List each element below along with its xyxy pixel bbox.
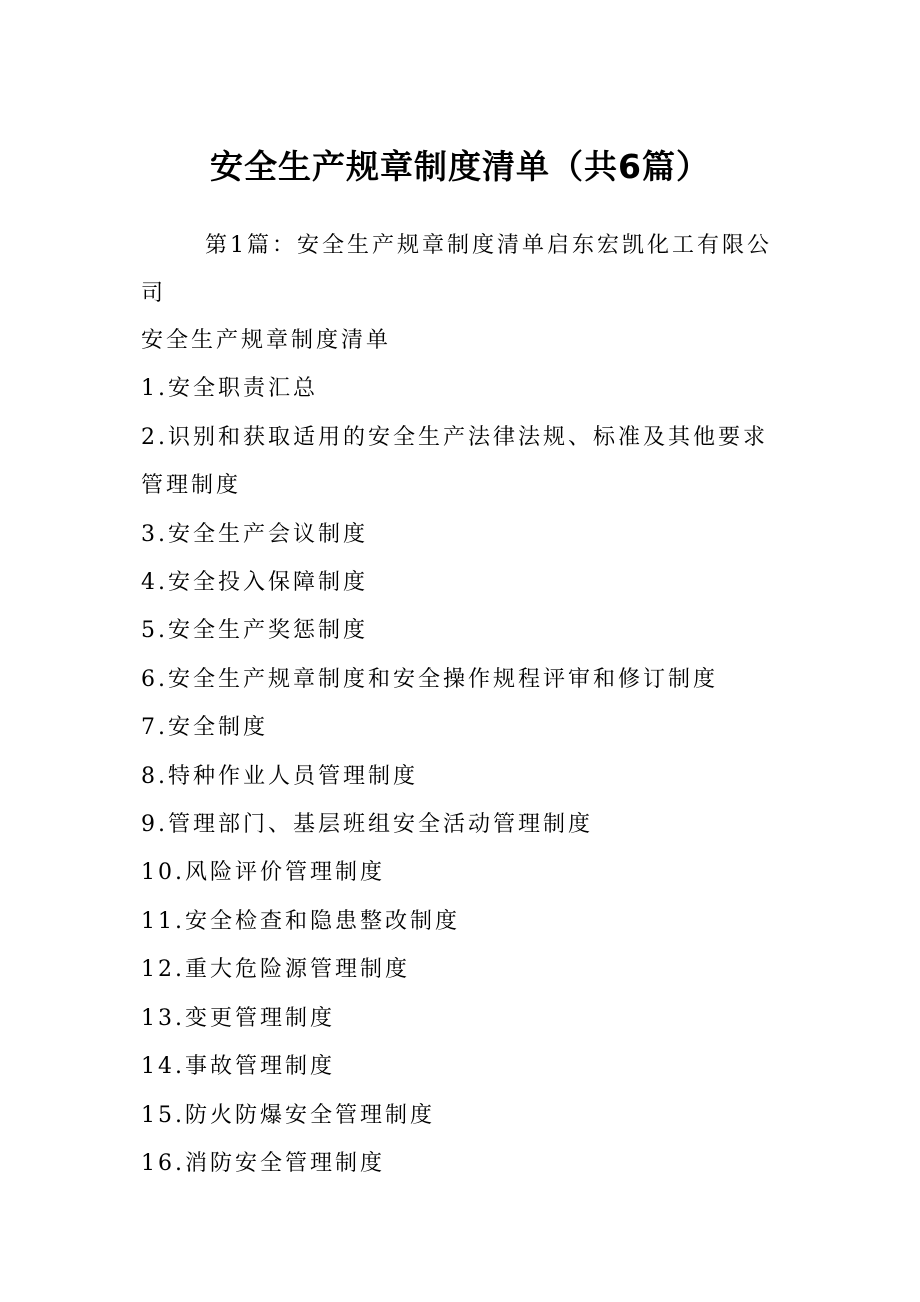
document-body bbox=[141, 317, 791, 1188]
list-item: 2.识别和获取适用的安全生产法律法规、标准及其他要求管理制度 bbox=[141, 424, 768, 499]
list-item: 11.安全检查和隐患整改制度 bbox=[141, 908, 460, 934]
document-title: 安全生产规章制度清单（共6篇） bbox=[210, 147, 710, 186]
list-item: 10.风险评价管理制度 bbox=[141, 860, 385, 886]
list-item: 14.事故管理制度 bbox=[141, 1054, 335, 1080]
list-item: 1.安全职责汇总 bbox=[141, 376, 318, 402]
list-item: 12.重大危险源管理制度 bbox=[141, 957, 410, 983]
list-item: 3.安全生产会议制度 bbox=[141, 521, 368, 547]
list-item: 4.安全投入保障制度 bbox=[141, 570, 368, 596]
list-item: 8.特种作业人员管理制度 bbox=[141, 763, 418, 789]
list-item: 5.安全生产奖惩制度 bbox=[141, 618, 368, 644]
section-intro: 第1篇：安全生产规章制度清单启东宏凯化工有限公司 bbox=[141, 233, 772, 306]
list-item: 7.安全制度 bbox=[141, 715, 268, 741]
list-item: 9.管理部门、基层班组安全活动管理制度 bbox=[141, 812, 593, 838]
list-item: 13.变更管理制度 bbox=[141, 1005, 335, 1031]
list-item: 16.消防安全管理制度 bbox=[141, 1150, 385, 1176]
list-item: 6.安全生产规章制度和安全操作规程评审和修订制度 bbox=[141, 666, 718, 692]
list-item: 15.防火防爆安全管理制度 bbox=[141, 1102, 435, 1128]
subheading: 安全生产规章制度清单 bbox=[141, 328, 392, 353]
